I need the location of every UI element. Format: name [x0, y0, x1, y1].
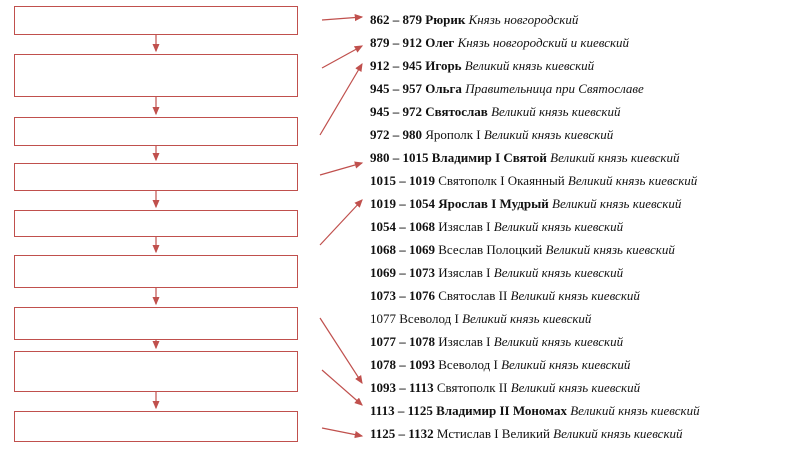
ruler-entry [370, 215, 623, 238]
entry-title: Великий князь киевский [464, 58, 595, 73]
ruler-entry [370, 77, 644, 100]
entry-name: Святослав II [438, 288, 508, 303]
entry-title: Великий князь киевский [493, 334, 624, 349]
connector-5 [320, 200, 362, 245]
ruler-entry [370, 307, 591, 330]
entry-dates: 1073 – 1076 [370, 288, 435, 303]
entry-title: Великий князь киевский [493, 265, 624, 280]
entry-name: Изяслав I [438, 334, 491, 349]
entry-title: Великий князь киевский [553, 426, 683, 441]
ruler-entry [370, 353, 630, 376]
ruler-entry [370, 399, 700, 422]
entry-dates: 862 – 879 [370, 12, 422, 27]
ruler-entry [370, 238, 675, 261]
ruler-entry [370, 146, 680, 169]
connector-4 [320, 163, 362, 175]
entry-dates: 980 – 1015 [370, 150, 429, 165]
entry-name: Владимир I Святой [431, 150, 547, 165]
entry-title: Великий князь киевский [491, 104, 621, 119]
connector-3 [320, 64, 362, 135]
ruler-entry [370, 8, 578, 31]
entry-title: Великий князь киевский [545, 242, 675, 257]
entry-title: Великий князь киевский [550, 150, 680, 165]
ruler-entry [370, 330, 623, 353]
entry-dates: 1019 – 1054 [370, 196, 435, 211]
ruler-entry [370, 376, 640, 399]
entry-name: Игорь [425, 58, 462, 73]
connector-7 [322, 370, 362, 405]
ruler-entry [370, 123, 613, 146]
ruler-entry [370, 261, 623, 284]
entry-title: Великий князь киевский [501, 357, 631, 372]
entry-dates: 945 – 957 [370, 81, 422, 96]
entry-dates: 945 – 972 [370, 104, 422, 119]
ruler-entry [370, 100, 620, 123]
entry-name: Ярослав I Мудрый [438, 196, 549, 211]
entry-name: Святополк II [436, 380, 508, 395]
entry-name: Изяслав I [438, 219, 491, 234]
entry-name: Изяслав I [438, 265, 491, 280]
entry-dates: 1113 – 1125 [370, 403, 433, 418]
ruler-entry [370, 54, 594, 77]
entry-name: Всеволод I [399, 311, 459, 326]
entry-dates: 1093 – 1113 [370, 380, 434, 395]
entry-title: Великий князь киевский [493, 219, 624, 234]
entry-dates: 912 – 945 [370, 58, 422, 73]
entry-dates: 1015 – 1019 [370, 173, 435, 188]
entry-dates: 1069 – 1073 [370, 265, 435, 280]
entry-dates: 879 – 912 [370, 35, 422, 50]
entry-dates: 1054 – 1068 [370, 219, 435, 234]
entry-dates: 1125 – 1132 [370, 426, 434, 441]
entry-title: Князь новгородский и киевский [457, 35, 630, 50]
entry-dates: 1077 – 1078 [370, 334, 435, 349]
ruler-entry [370, 169, 697, 192]
entry-title: Великий князь киевский [510, 380, 641, 395]
entry-dates: 1068 – 1069 [370, 242, 435, 257]
entry-name: Ярополк I [425, 127, 481, 142]
entry-name: Владимир II Мономах [436, 403, 567, 418]
entry-name: Мстислав I Великий [436, 426, 550, 441]
entry-title: Великий князь киевский [552, 196, 682, 211]
ruler-entry [370, 284, 640, 307]
entry-name: Олег [425, 35, 455, 50]
connector-8 [322, 428, 362, 436]
entry-title: Великий князь киевский [567, 173, 698, 188]
ruler-entry [370, 192, 681, 215]
ruler-entry [370, 422, 683, 445]
entry-name: Святополк I Окаянный [438, 173, 565, 188]
connector-1 [322, 17, 362, 20]
entry-title: Великий князь киевский [510, 288, 640, 303]
entry-name: Ольга [425, 81, 462, 96]
ruler-entry [370, 31, 629, 54]
entry-name: Всеслав Полоцкий [438, 242, 543, 257]
entry-dates: 972 – 980 [370, 127, 422, 142]
entry-title: Великий князь киевский [483, 127, 614, 142]
entry-title: Правительница при Святославе [465, 81, 644, 96]
entry-dates: 1077 [370, 311, 396, 326]
entry-title: Князь новгородский [468, 12, 579, 27]
entry-name: Святослав [425, 104, 488, 119]
entry-name: Всеволод I [438, 357, 498, 372]
entry-title: Великий князь киевский [462, 311, 592, 326]
entry-dates: 1078 – 1093 [370, 357, 435, 372]
entry-name: Рюрик [425, 12, 466, 27]
entry-title: Великий князь киевский [570, 403, 700, 418]
connector-2 [322, 46, 362, 68]
